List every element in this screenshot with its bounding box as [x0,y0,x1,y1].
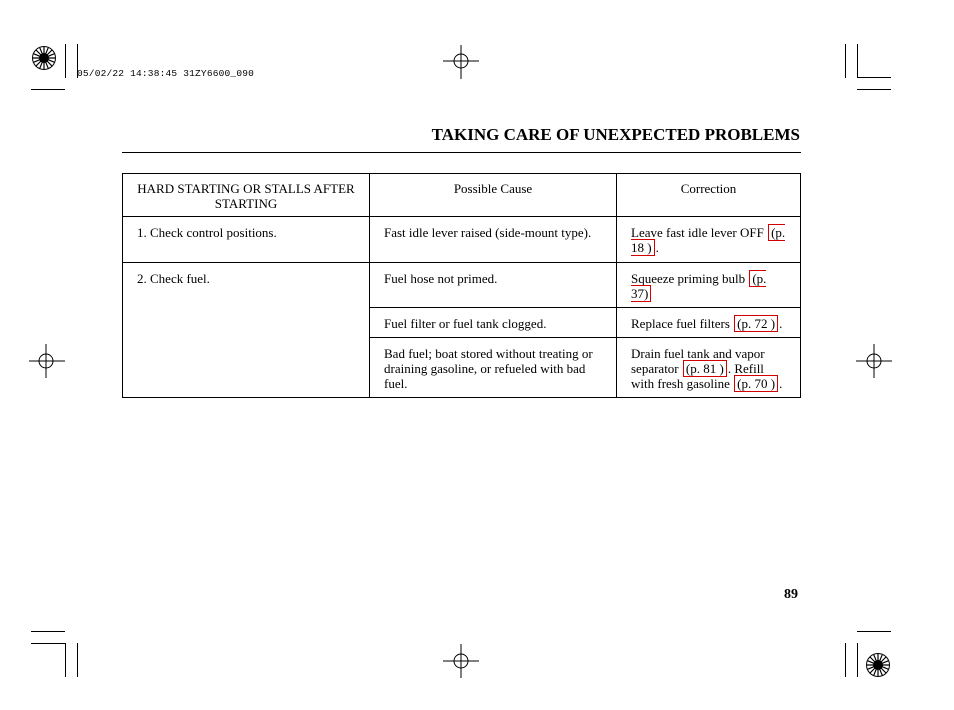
correction-text: Leave fast idle lever OFF [631,225,768,240]
correction-text: . Refill with fresh gasoline [631,361,764,391]
correction-text: . [779,316,783,331]
cause-cell: Bad fuel; boat stored without treating or draining gasoline, or refueled with bad fuel. [370,338,617,398]
check-cell: 2. Check fuel. [123,263,370,398]
crosshair-icon [856,344,892,378]
page-number: 89 [784,587,798,602]
correction-text: Squeeze priming bulb [631,271,749,286]
correction-cell [617,263,801,308]
check-cell: 1. Check control positions. [123,217,370,263]
cause-cell: Fuel hose not primed. [370,263,617,308]
crosshair-icon [443,644,479,678]
correction-text: Replace fuel filters [631,316,734,331]
page-reference-link[interactable]: (p. 37) [631,271,767,301]
column-header-correction: Correction [617,174,801,217]
column-header-cause: Possible Cause [370,174,617,217]
page-reference-link[interactable]: (p. 72 ) [734,315,778,332]
table-header-row [123,174,801,217]
print-stamp: 05/02/22 14:38:45 31ZY6600_090 [77,68,255,79]
correction-text: . [655,240,659,255]
crosshair-icon [443,45,479,79]
page-title: TAKING CARE OF UNEXPECTED PROBLEMS [431,125,800,144]
table-row [123,217,801,263]
cause-cell: Fuel filter or fuel tank clogged. [370,308,617,338]
page-reference-link[interactable]: (p. 81 ) [683,360,727,377]
correction-text: Drain fuel tank and vapor separator [631,346,765,376]
column-header-symptom: HARD STARTING OR STALLS AFTER STARTING [123,174,370,217]
correction-cell [617,217,801,263]
registration-target-icon [31,45,57,71]
registration-target-icon [865,652,891,678]
correction-cell [617,338,801,398]
crosshair-icon [29,344,65,378]
page-reference-link[interactable]: (p. 18 ) [631,225,786,255]
cause-cell: Fast idle lever raised (side-mount type). [370,217,617,263]
correction-text: . [779,376,783,391]
troubleshooting-table [122,173,801,398]
page-reference-link[interactable]: (p. 70 ) [734,375,778,392]
correction-cell [617,308,801,338]
header-rule [122,152,801,153]
table-row [123,263,801,308]
